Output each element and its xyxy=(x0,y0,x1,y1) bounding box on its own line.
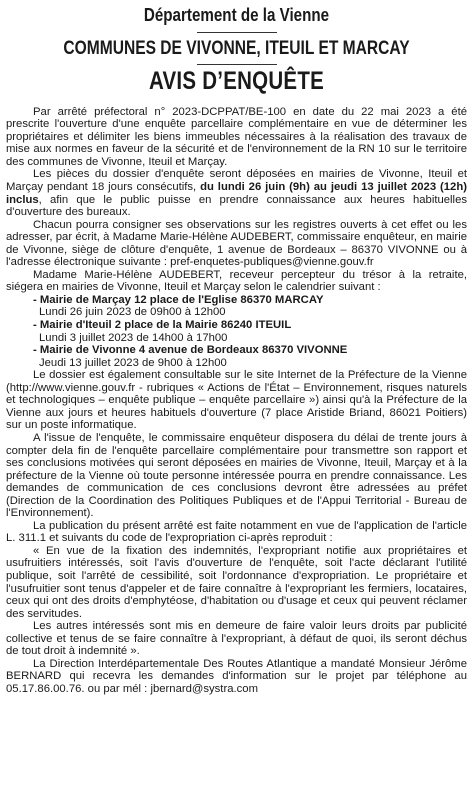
communes-heading: COMMUNES DE VIVONNE, ITEUIL ET MARCAY xyxy=(63,38,410,60)
paragraph-quote-end: Les autres intéressés sont mis en demeure de faire valoir leurs droits par publicité collective et tenus de se faire connaître à l'expropriant, à défaut de quoi, ils seront déchus de tout droit à indemnité ». xyxy=(6,620,467,658)
schedule-location: - Mairie de Vivonne 4 avenue de Bordeaux 86370 VIVONNE xyxy=(33,344,348,357)
department-heading: Département de la Vienne xyxy=(143,4,330,25)
schedule-date: Lundi 3 juillet 2023 de 14h00 à 17h00 xyxy=(39,331,228,344)
schedule-location: - Mairie d'Iteuil 2 place de la Mairie 86240 ITEUIL xyxy=(33,319,292,332)
notice-body xyxy=(6,106,467,696)
paragraph-decree: Par arrêté préfectoral n° 2023-DCPPAT/BE-100 en date du 22 mai 2023 a été prescrite l'ouverture d'une enquête parcellaire complémentaire en vue de déterminer les propriétaires et délimiter les biens immeubles nécessaires à la réalisation des travaux de mise aux normes en faveur de la sécurité et de l'environnement de la RN 10 sur le territoire des communes de Vivonne, Iteuil et Marçay. xyxy=(6,105,467,168)
paragraph-dates-text-end: , afin que le public puisse en prendre connaissance aux heures habituelles d'ouverture des bureaux. xyxy=(6,193,467,219)
schedule-date: Jeudi 13 juillet 2023 de 9h00 à 12h00 xyxy=(39,356,227,369)
paragraph-publication: La publication du présent arrêté est faite notamment en vue de l'application de l'article L. 311.1 et suivants du code de l'expropriation ci-après reproduit : xyxy=(6,519,467,545)
paragraph-observations: Chacun pourra consigner ses observations sur les registres ouverts à cet effet ou les adresser, par écrit, à Madame Marie-Hélène AUDEBERT, commissaire enquêteur, en mairie de Vivonne, siège de clôture d'enquête, 1 avenue de Bordeaux – 86370 VIVONNE ou à l'adresse électronique suivante : pref-enquetes-publiques@vienne.gouv.fr xyxy=(6,218,467,269)
schedule-date: Lundi 26 juin 2023 de 09h00 à 12h00 xyxy=(39,306,226,319)
paragraph-contact: La Direction Interdépartementale Des Routes Atlantique a mandaté Monsieur Jérôme BERNARD qui recevra les demandes d'information sur le projet par téléphone au 05.17.86.00.76. ou par mél : jbernard@systra.com xyxy=(6,657,467,695)
paragraph-conclusions: A l'issue de l'enquête, le commissaire enquêteur disposera du délai de trente jours à compter dela fin de l'enquête parcellaire complémentaire pour transmettre son rapport et ses conclusions motivées qui seront déposées en mairies de Vivonne, Iteuil, Marçay et à la préfecture de la Vienne où toute personne intéressée pourra en prendre connaissance. Les demandes de communication de ces conclusions devront être adressées au préfet (Direction de la Coordination des Politiques Publiques et de l'Appui Territorial - Bureau de l'Environnement). xyxy=(6,431,467,520)
divider xyxy=(197,64,277,65)
paragraph-commissioner: Madame Marie-Hélène AUDEBERT, receveur percepteur du trésor à la retraite, siégera en mairies de Vivonne, Iteuil et Marçay selon le calendrier suivant : xyxy=(6,268,467,294)
notice-title: AVIS D’ENQUÊTE xyxy=(148,67,325,96)
enquiry-period: du lundi 26 juin (9h) au jeudi 13 juillet 2023 (12h) inclus xyxy=(6,181,467,206)
divider xyxy=(197,32,277,33)
schedule-location: - Mairie de Marçay 12 place de l'Eglise 86370 MARCAY xyxy=(33,293,324,306)
paragraph-dates-text: Les pièces du dossier d'enquête seront déposées en mairies de Vivonne, Iteuil et Marçay pendant 18 jours consécutifs, xyxy=(6,168,467,194)
paragraph-website: Le dossier est également consultable sur le site Internet de la Préfecture de la Vienne (http://www.vienne.gouv.fr - rubriques « Actions de l'État – Environnement, risques naturels et technologiques – enquête publique – enquête parcellaire ») ainsi qu'à la Préfecture de la Vienne aux jours et heures habituels d'ouverture (7 place Aristide Briand, 86021 Poitiers) sur un poste informatique. xyxy=(6,369,467,432)
schedule-list xyxy=(6,294,467,369)
paragraph-dates xyxy=(6,168,467,218)
paragraph-quote: « En vue de la fixation des indemnités, l'expropriant notifie aux propriétaires et usufruitiers intéressés, soit l'avis d'ouverture de l'enquête, soit l'acte déclarant l'utilité publique, soit l'arrêté de cessibilité, soit l'ordonnance d'expropriation. Le propriétaire et l'usufruitier sont tenus d'appeler et de faire connaître à l'expropriant les fermiers, locataires, ceux qui ont des droits d'emphytéose, d'habitation ou d'usage et ceux qui peuvent réclamer des servitudes. xyxy=(6,544,467,620)
